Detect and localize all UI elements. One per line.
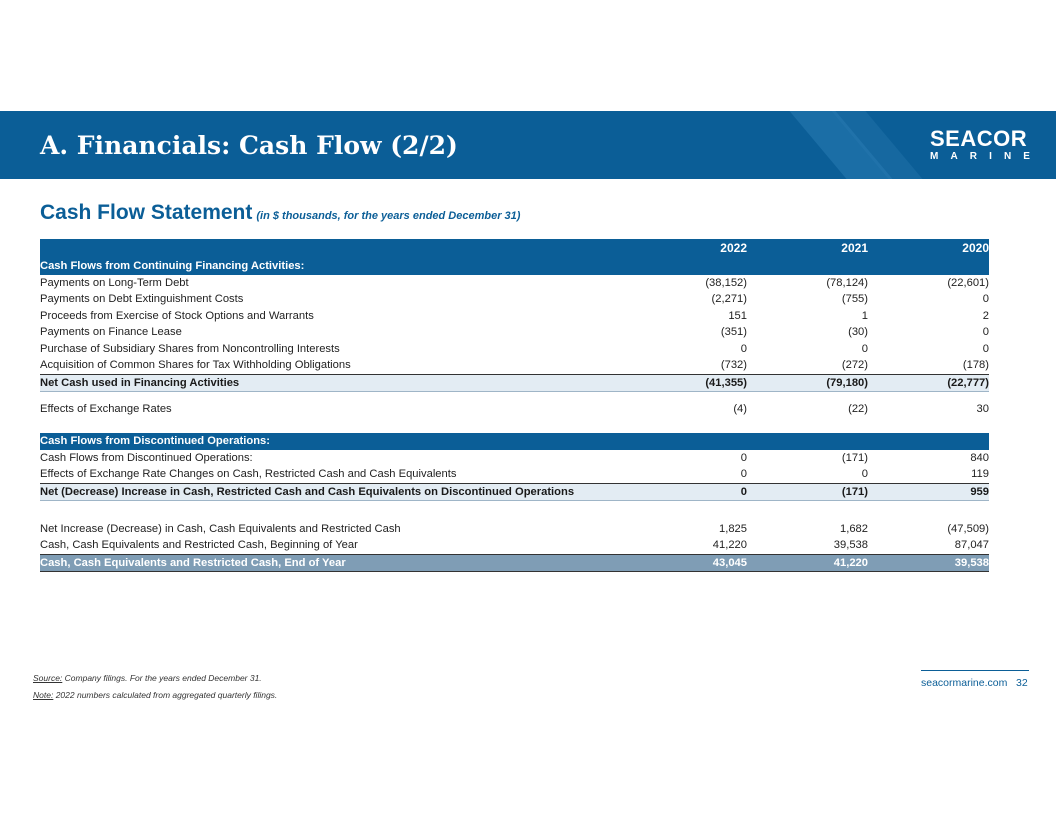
table-row: [40, 357, 989, 374]
table-row: [40, 308, 989, 325]
row-label: Net (Decrease) Increase in Cash, Restricted Cash and Cash Equivalents on Discontinued Operations: [40, 483, 620, 501]
cash-flow-table: [40, 239, 989, 572]
value-2021: 39,538: [747, 537, 868, 554]
value-2022: 0: [740, 451, 747, 464]
source-note: [33, 673, 262, 683]
seacor-marine-logo: [930, 128, 1030, 164]
table-row: [40, 275, 989, 292]
table-row: [40, 466, 989, 483]
page-number: 32: [1016, 677, 1028, 689]
value-2022: (732): [620, 357, 747, 374]
section-title: [40, 201, 520, 225]
value-2020: 2: [982, 309, 989, 322]
financing-header: Cash Flows from Continuing Financing Activities:: [40, 258, 989, 275]
value-2020: (22,777): [868, 374, 989, 392]
spacer-cell: [40, 392, 989, 401]
row-label: Cash Flows from Discontinued Operations:: [40, 451, 253, 464]
section-header-row: [40, 258, 989, 275]
section-subtitle: (in $ thousands, for the years ended December 31): [256, 210, 521, 222]
value-2021: (30): [848, 326, 868, 338]
page-title: A. Financials: Cash Flow (2/2): [40, 131, 458, 160]
value-2020: 39,538: [868, 554, 989, 572]
row-label: Payments on Debt Extinguishment Costs: [40, 293, 244, 305]
value-2020: (178): [868, 357, 989, 374]
value-2022: (4): [733, 402, 747, 415]
value-2022: 41,220: [620, 537, 747, 554]
value-2021: 41,220: [747, 554, 868, 572]
grand-total-row: [40, 554, 989, 572]
value-2022: 0: [620, 466, 747, 483]
value-2022: (2,271): [711, 293, 747, 305]
value-2021: 0: [861, 342, 868, 355]
table-header-row: [40, 239, 989, 258]
row-label: Cash, Cash Equivalents and Restricted Cash, End of Year: [40, 554, 620, 572]
spacer-cell: [40, 417, 989, 433]
note-text: 2022 numbers calculated from aggregated quarterly filings.: [53, 690, 278, 700]
column-header-2020: 2020: [868, 239, 989, 258]
value-2021: (171): [747, 483, 868, 501]
row-label: Proceeds from Exercise of Stock Options and Warrants: [40, 309, 314, 322]
discontinued-total-row: [40, 483, 989, 501]
table-row: [40, 324, 989, 341]
value-2020: 0: [982, 326, 989, 338]
value-2020: (22,601): [947, 276, 989, 289]
value-2020: (47,509): [947, 522, 989, 535]
spacer-row: [40, 392, 989, 401]
footer-website-link[interactable]: seacormarine.com: [921, 677, 1008, 689]
value-2021: (78,124): [826, 276, 868, 289]
value-2020: 30: [976, 402, 989, 415]
row-label: Cash, Cash Equivalents and Restricted Cash, Beginning of Year: [40, 537, 620, 554]
source-label: Source:: [33, 673, 63, 683]
value-2022: (351): [720, 326, 747, 338]
row-label: Net Increase (Decrease) in Cash, Cash Equivalents and Restricted Cash: [40, 522, 401, 535]
row-label: Payments on Long-Term Debt: [40, 276, 189, 289]
table-row: [40, 291, 989, 308]
value-2020: 87,047: [868, 537, 989, 554]
spacer-row: [40, 501, 989, 521]
value-2021: (755): [841, 293, 868, 305]
value-2021: (22): [848, 402, 868, 415]
value-2021: (79,180): [747, 374, 868, 392]
value-2020: 959: [868, 483, 989, 501]
footer-divider: [921, 670, 1029, 671]
logo-letter: I: [989, 151, 992, 162]
table-row: [40, 341, 989, 358]
row-label: Net Cash used in Financing Activities: [40, 374, 620, 392]
logo-wordmark: SEACOR: [930, 126, 1028, 151]
logo-letter: R: [969, 151, 977, 162]
row-label: Payments on Finance Lease: [40, 326, 182, 338]
spacer-row: [40, 417, 989, 433]
column-header-2021: 2021: [747, 239, 868, 258]
value-2021: 1,682: [840, 522, 868, 535]
source-text: Company filings. For the years ended December 31.: [62, 673, 262, 683]
value-2021: 0: [747, 466, 868, 483]
value-2020: 0: [982, 293, 989, 305]
table-row: [40, 521, 989, 538]
value-2021: (272): [747, 357, 868, 374]
table-row: [40, 401, 989, 418]
section-title-text: Cash Flow Statement: [40, 201, 253, 224]
row-label: Effects of Exchange Rates: [40, 402, 172, 415]
row-label: Effects of Exchange Rate Changes on Cash, Restricted Cash and Cash Equivalents: [40, 466, 620, 483]
section-header-row: [40, 433, 989, 450]
column-header-2022: 2022: [620, 239, 747, 258]
logo-letter: M: [930, 151, 939, 162]
spacer-cell: [40, 501, 989, 521]
value-2020: 119: [868, 466, 989, 483]
value-2022: 0: [620, 483, 747, 501]
table-row: [40, 450, 989, 467]
value-2022: 1,825: [719, 522, 747, 535]
value-2022: (38,152): [705, 276, 747, 289]
note-label: Note:: [33, 690, 54, 700]
row-label: Acquisition of Common Shares for Tax Withholding Obligations: [40, 357, 620, 374]
row-label: Purchase of Subsidiary Shares from Noncontrolling Interests: [40, 342, 340, 355]
logo-letter: E: [1023, 151, 1030, 162]
footnote: [33, 690, 277, 700]
value-2020: 0: [982, 342, 989, 355]
value-2022: (41,355): [620, 374, 747, 392]
table-row: [40, 537, 989, 554]
value-2021: 1: [861, 309, 868, 322]
discontinued-header: Cash Flows from Discontinued Operations:: [40, 433, 989, 450]
value-2022: 0: [740, 342, 747, 355]
value-2022: 151: [728, 309, 747, 322]
header-blank: [40, 239, 620, 258]
value-2020: 840: [970, 451, 989, 464]
financing-total-row: [40, 374, 989, 392]
logo-letter: A: [950, 151, 958, 162]
value-2021: (171): [841, 451, 868, 464]
value-2022: 43,045: [620, 554, 747, 572]
title-banner: [0, 111, 1056, 179]
logo-letter: N: [1003, 151, 1012, 162]
logo-subtitle: [930, 151, 1030, 163]
